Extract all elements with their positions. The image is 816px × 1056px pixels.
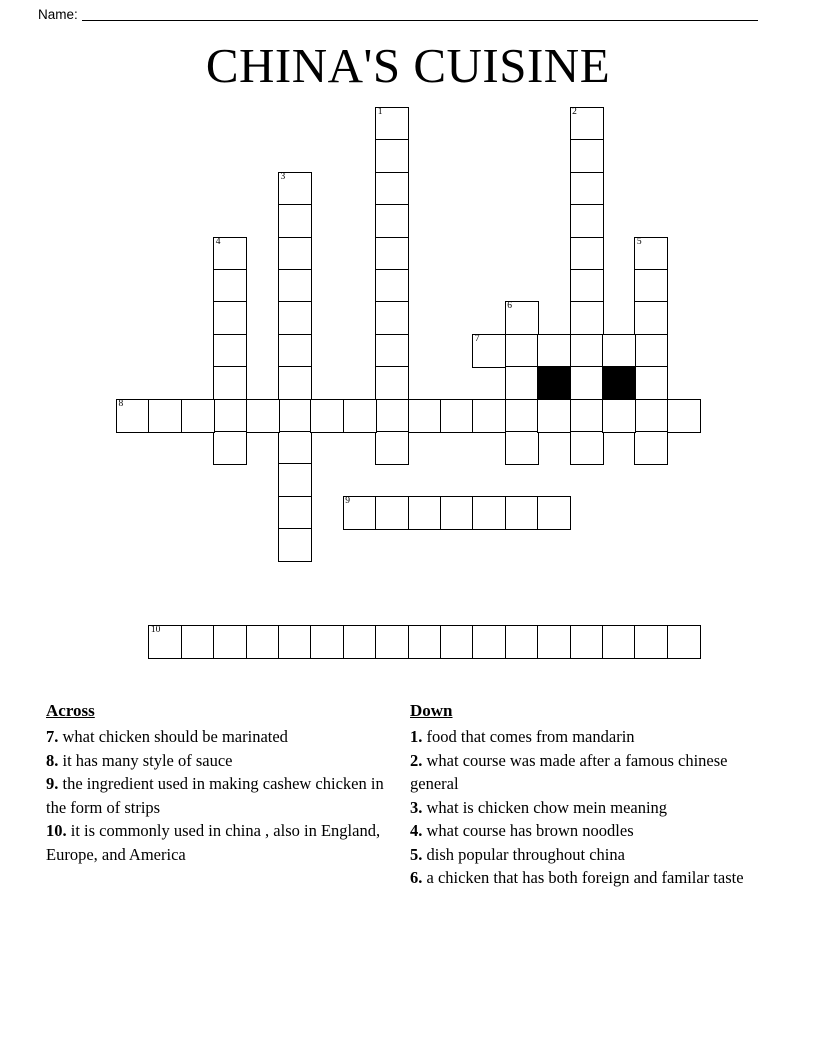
grid-cell[interactable] [408,625,442,659]
grid-cell[interactable] [343,625,377,659]
grid-cell[interactable] [375,172,409,206]
grid-cell[interactable] [408,399,442,433]
grid-cell[interactable] [278,301,312,335]
grid-cell-number: 6 [507,301,513,312]
grid-cell-number: 10 [150,625,161,636]
grid-cell[interactable] [570,204,604,238]
grid-cell[interactable] [667,399,701,433]
clue-text: what is chicken chow mein meaning [422,797,668,817]
grid-cell[interactable] [213,431,247,465]
clue-number: 1. [410,727,423,746]
grid-cell[interactable] [634,431,668,465]
grid-cell[interactable] [375,139,409,173]
name-label: Name: [38,7,78,22]
grid-cell[interactable] [537,496,571,530]
grid-cell[interactable] [375,204,409,238]
grid-cell[interactable] [278,204,312,238]
grid-cell-number: 3 [280,171,286,182]
grid-cell[interactable] [570,301,604,335]
grid-cell[interactable] [634,334,668,368]
grid-cell[interactable] [634,399,668,433]
grid-cell[interactable] [505,366,539,400]
grid-cell[interactable] [278,625,312,659]
grid-cell-blocked [537,366,571,400]
grid-cell[interactable] [375,334,409,368]
grid-cell[interactable] [246,625,280,659]
clue-text: a chicken that has both foreign and familar taste [422,868,744,887]
grid-cell[interactable] [570,237,604,271]
grid-cell[interactable] [310,399,344,433]
grid-cell[interactable] [602,625,636,659]
clue-text: it has many style of sauce [58,750,233,770]
across-clue-column [46,700,396,866]
grid-cell[interactable] [375,496,409,530]
down-clue-list [410,725,750,890]
down-clue-4[interactable] [410,819,750,843]
clue-text: what chicken should be marinated [58,727,288,746]
page-title: CHINA'S CUISINE [205,38,611,93]
grid-cell[interactable] [213,334,247,368]
clue-text: food that comes from mandarin [422,727,635,746]
clue-number: 7. [46,727,59,746]
grid-cell[interactable] [213,399,247,433]
down-clue-3[interactable] [410,796,750,820]
grid-cell-number: 5 [636,236,642,247]
grid-cell[interactable] [505,431,539,465]
grid-cell[interactable] [375,625,409,659]
grid-cell[interactable] [570,399,604,433]
grid-cell[interactable] [505,625,539,659]
grid-cell[interactable] [537,399,571,433]
down-clue-2[interactable] [410,749,750,796]
clue-number: 8. [46,750,59,770]
grid-cell[interactable] [375,366,409,400]
clue-number: 6. [410,868,423,887]
grid-cell-number: 8 [118,398,124,409]
clue-number: 2. [410,750,423,770]
grid-cell[interactable] [570,269,604,303]
across-clue-9[interactable] [46,772,396,819]
grid-cell[interactable] [278,431,312,465]
grid-cell[interactable] [310,625,344,659]
grid-cell[interactable] [375,237,409,271]
grid-cell[interactable] [278,528,312,562]
grid-cell[interactable] [278,269,312,303]
across-clue-8[interactable] [46,749,396,773]
clue-number: 9. [46,774,59,793]
grid-cell[interactable] [213,625,247,659]
grid-cell[interactable] [278,237,312,271]
clue-number: 10. [46,821,67,840]
grid-cell-number: 4 [215,236,221,247]
grid-cell[interactable] [505,496,539,530]
grid-cell[interactable] [278,172,312,206]
grid-cell[interactable] [278,463,312,497]
clue-number: 5. [410,844,423,864]
grid-cell[interactable] [634,366,668,400]
grid-cell[interactable] [278,334,312,368]
down-clue-column [410,700,750,890]
grid-cell[interactable] [213,269,247,303]
grid-cell[interactable] [570,366,604,400]
clue-number: 3. [410,797,423,817]
grid-cell[interactable] [667,625,701,659]
grid-cell[interactable] [505,301,539,335]
grid-cell[interactable] [602,399,636,433]
grid-cell[interactable] [181,399,215,433]
grid-cell-number: 2 [572,107,577,117]
grid-cell-number: 7 [474,333,480,344]
grid-cell[interactable] [570,334,604,368]
clue-text: what course has brown noodles [422,821,634,840]
across-clue-10[interactable] [46,819,396,866]
grid-cell[interactable] [213,301,247,335]
grid-cell[interactable] [634,269,668,303]
grid-cell[interactable] [440,625,474,659]
grid-cell[interactable] [343,399,377,433]
grid-cell[interactable] [505,334,539,368]
down-clue-5[interactable] [410,843,750,867]
grid-cell[interactable] [634,625,668,659]
grid-cell[interactable] [570,172,604,206]
grid-cell-number: 9 [345,495,351,506]
grid-cell[interactable] [246,399,280,433]
grid-cell[interactable] [440,399,474,433]
grid-cell[interactable] [278,399,312,433]
grid-cell[interactable] [537,625,571,659]
grid-cell[interactable] [343,496,377,530]
grid-cell[interactable] [181,625,215,659]
clue-text: it is commonly used in china , also in England, Europe, and America [46,821,381,864]
grid-cell[interactable] [375,107,409,141]
down-heading: Down [410,701,453,720]
grid-cell[interactable] [278,496,312,530]
down-clue-1[interactable] [410,725,750,749]
grid-cell[interactable] [570,431,604,465]
grid-cell[interactable] [278,366,312,400]
grid-cell[interactable] [472,625,506,659]
clue-text: dish popular throughout china [422,844,625,864]
grid-cell[interactable] [116,399,150,433]
grid-cell[interactable] [375,399,409,433]
grid-cell-blocked [602,366,636,400]
clues-section [0,700,816,1000]
grid-cell[interactable] [472,399,506,433]
grid-cell[interactable] [375,431,409,465]
grid-cell[interactable] [408,496,442,530]
grid-cell[interactable] [602,334,636,368]
grid-cell[interactable] [537,334,571,368]
clue-number: 4. [410,821,423,840]
clue-text: what course was made after a famous chinese general [410,750,728,793]
grid-cell[interactable] [375,301,409,335]
across-clue-list [46,725,396,866]
grid-cell[interactable] [213,366,247,400]
grid-cell[interactable] [472,496,506,530]
down-clue-6[interactable] [410,866,750,890]
grid-cell[interactable] [472,334,506,368]
grid-cell[interactable] [213,237,247,271]
grid-cell[interactable] [440,496,474,530]
grid-cell[interactable] [375,269,409,303]
clue-text: the ingredient used in making cashew chicken in the form of strips [46,774,384,817]
grid-cell[interactable] [570,139,604,173]
grid-cell[interactable] [148,399,182,433]
grid-cell[interactable] [634,237,668,271]
grid-cell[interactable] [570,107,604,141]
across-heading: Across [46,701,95,720]
grid-cell-number: 1 [377,107,383,117]
grid-cell[interactable] [148,625,182,659]
across-clue-7[interactable] [46,725,396,749]
grid-cell[interactable] [570,625,604,659]
grid-cell[interactable] [505,399,539,433]
grid-cell[interactable] [634,301,668,335]
